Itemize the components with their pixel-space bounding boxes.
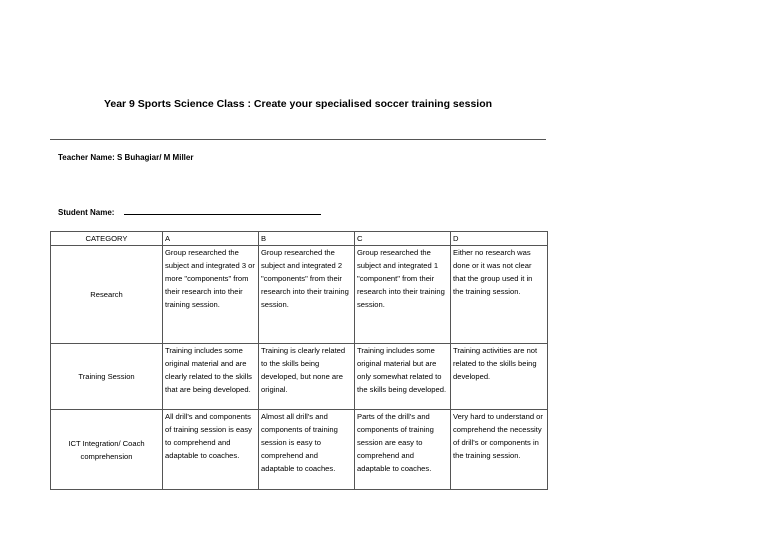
category-cell: Training Session bbox=[51, 344, 163, 410]
teacher-name: Teacher Name: S Buhagiar/ M Miller bbox=[58, 153, 194, 162]
rubric-cell: Parts of the drill's and components of training session are easy to comprehend and adaptable to coaches. bbox=[355, 410, 451, 490]
header-a: A bbox=[163, 232, 259, 246]
header-c: C bbox=[355, 232, 451, 246]
rubric-cell: Group researched the subject and integrated 1 "component" from their research into their training session. bbox=[355, 246, 451, 344]
header-b: B bbox=[259, 232, 355, 246]
rubric-table bbox=[50, 231, 548, 490]
title-divider bbox=[50, 139, 546, 140]
category-cell: ICT Integration/ Coach comprehension bbox=[51, 410, 163, 490]
rubric-cell: Training includes some original material and are clearly related to the skills that are being developed. bbox=[163, 344, 259, 410]
table-row bbox=[51, 344, 548, 410]
student-name-label: Student Name: bbox=[58, 208, 115, 217]
rubric-cell: Either no research was done or it was not clear that the group used it in the training session. bbox=[451, 246, 548, 344]
rubric-header-row bbox=[51, 232, 548, 246]
rubric-cell: Group researched the subject and integrated 2 "components" from their research into their training session. bbox=[259, 246, 355, 344]
header-d: D bbox=[451, 232, 548, 246]
table-row bbox=[51, 246, 548, 344]
header-category: CATEGORY bbox=[51, 232, 163, 246]
table-row bbox=[51, 410, 548, 490]
rubric-cell: Group researched the subject and integrated 3 or more "components" from their research into their training session. bbox=[163, 246, 259, 344]
rubric-cell: Training activities are not related to the skills being developed. bbox=[451, 344, 548, 410]
category-cell: Research bbox=[51, 246, 163, 344]
student-name-row bbox=[58, 206, 321, 217]
rubric-cell: All drill's and components of training session is easy to comprehend and adaptable to coaches. bbox=[163, 410, 259, 490]
rubric-cell: Very hard to understand or comprehend the necessity of drill's or components in the training session. bbox=[451, 410, 548, 490]
document-title: Year 9 Sports Science Class : Create your specialised soccer training session bbox=[103, 98, 493, 110]
rubric-cell: Training includes some original material but are only somewhat related to the skills being developed. bbox=[355, 344, 451, 410]
rubric-cell: Training is clearly related to the skills being developed, but none are original. bbox=[259, 344, 355, 410]
rubric-cell: Almost all drill's and components of training session is easy to comprehend and adaptable to coaches. bbox=[259, 410, 355, 490]
student-name-blank bbox=[124, 206, 321, 215]
